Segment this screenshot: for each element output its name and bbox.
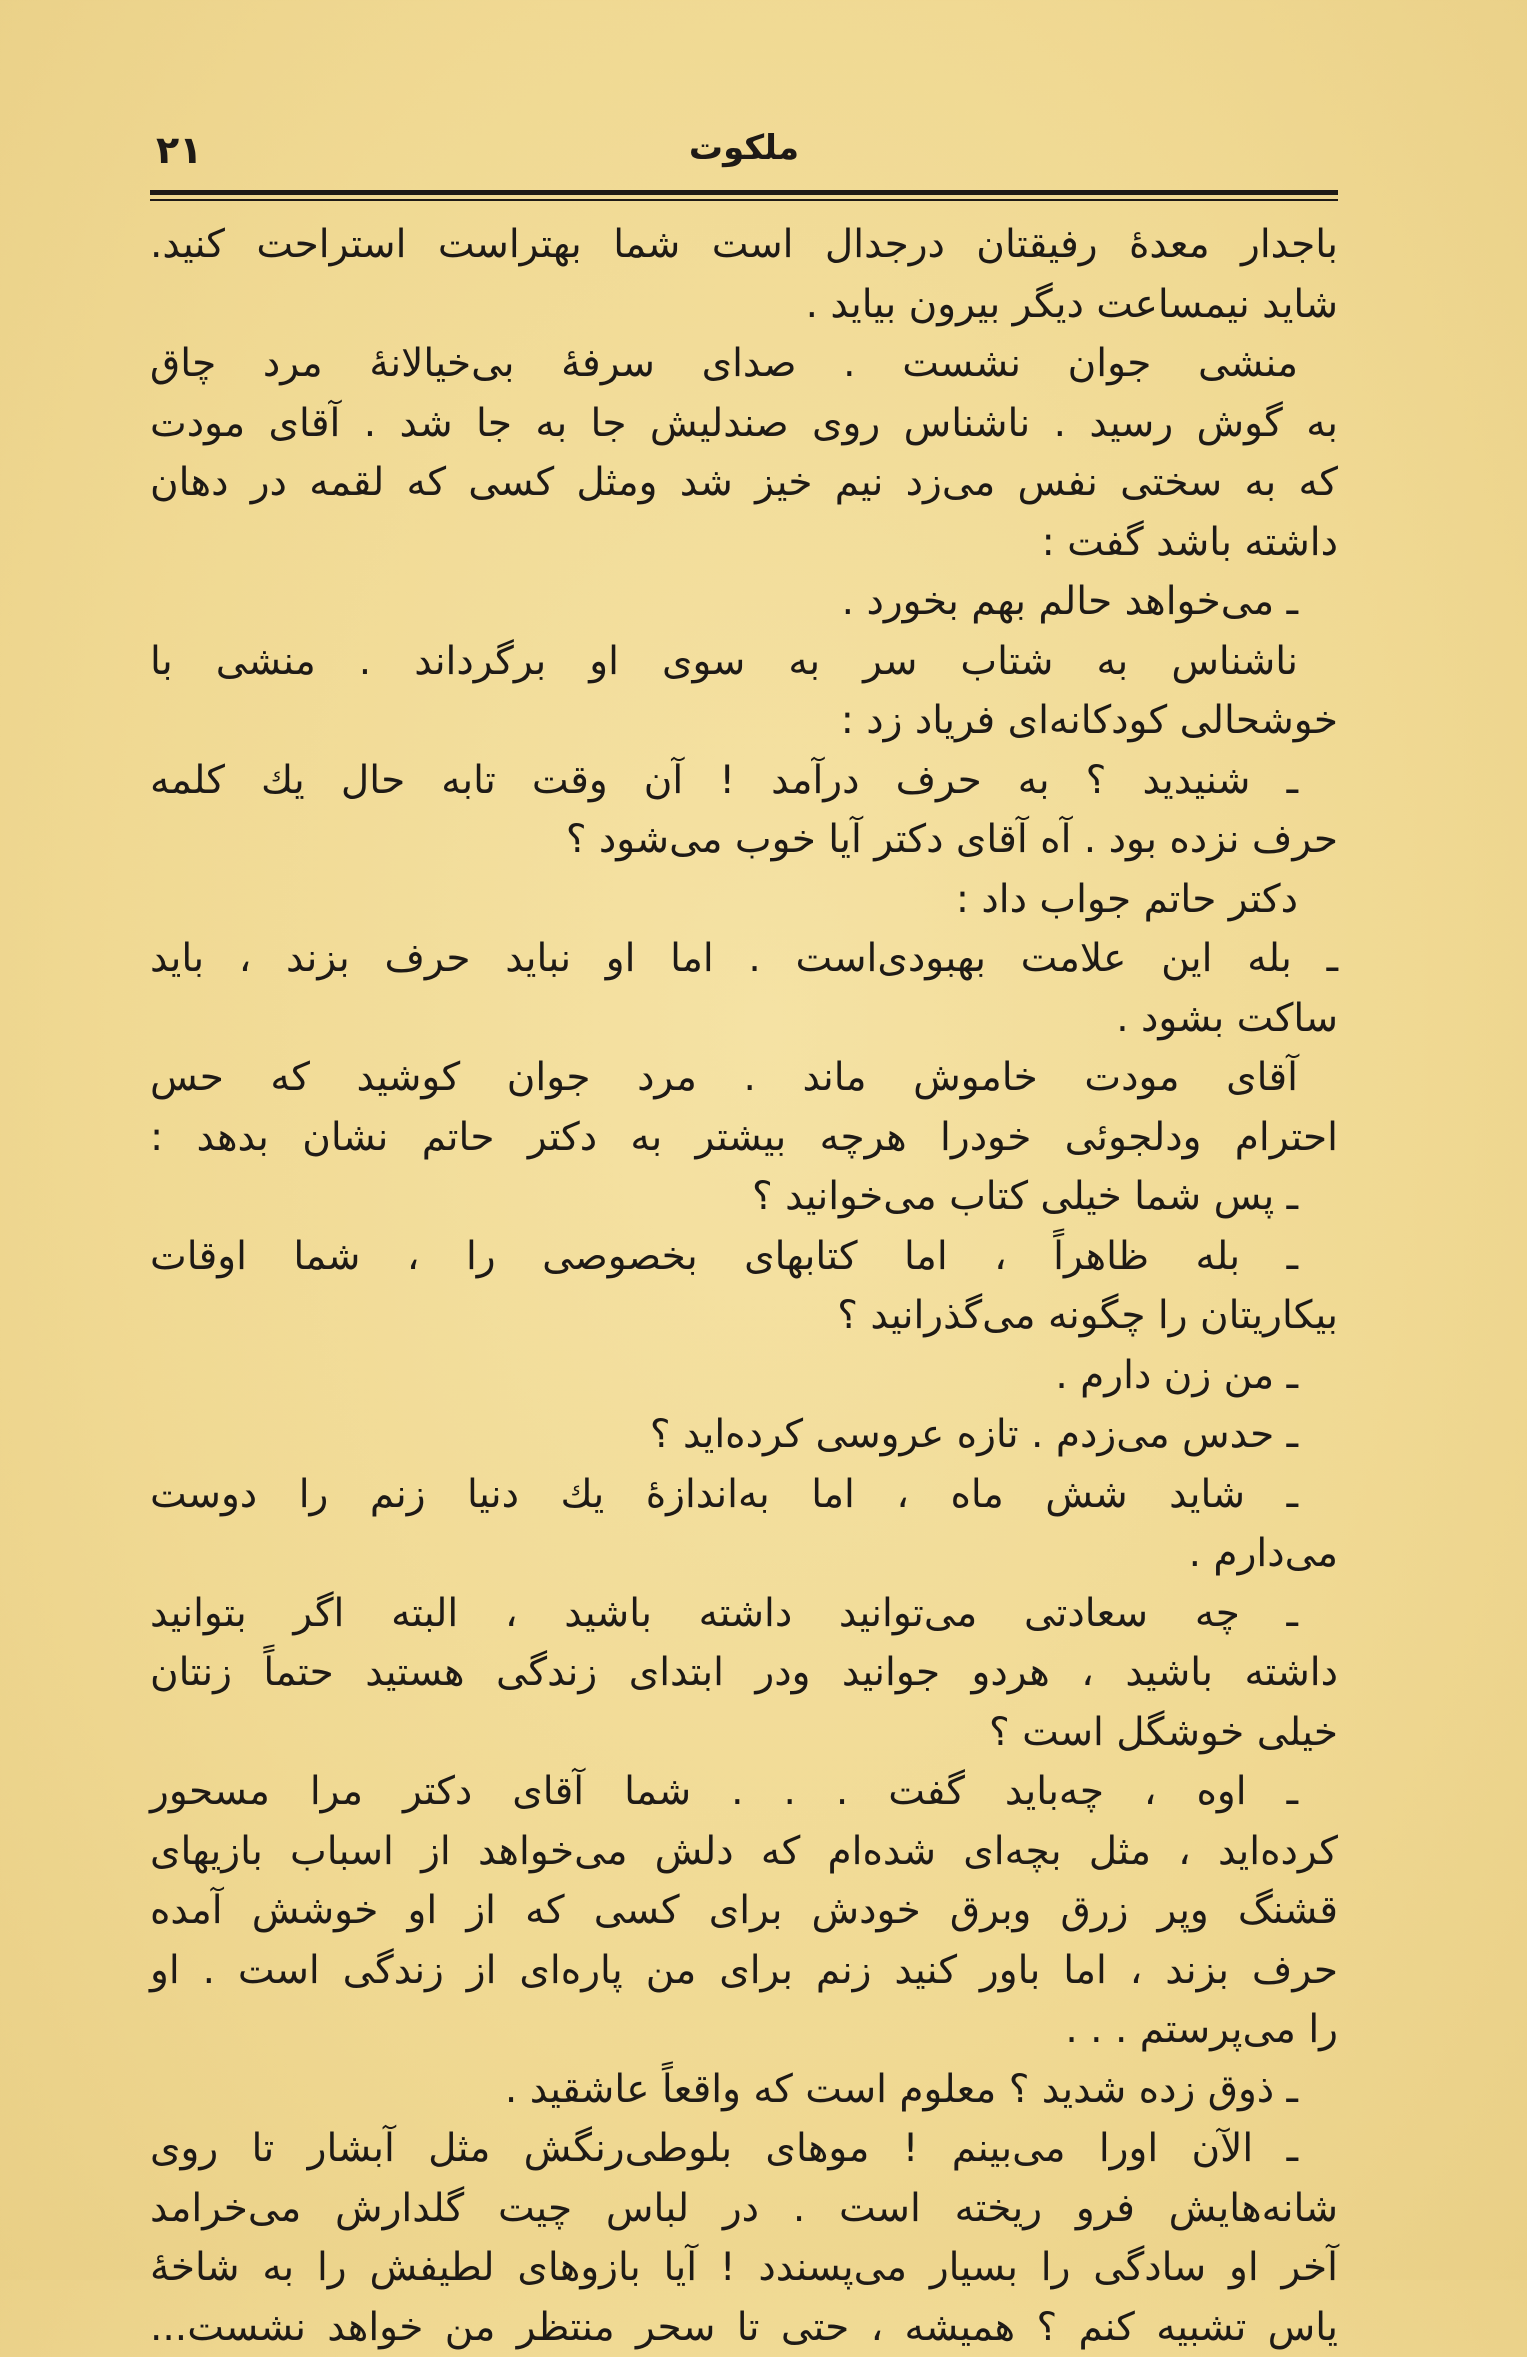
text-line: یاس تشبیه کنم ؟ همیشه ، حتی تا سحر منتظر من خواهد نشست...: [150, 2298, 1338, 2357]
text-line: آقای مودت خاموش ماند . مرد جوان کوشید که حس: [150, 1048, 1338, 1108]
text-line: شاید نیمساعت دیگر بیرون بیاید .: [150, 275, 1338, 335]
text-line: ساکت بشود .: [150, 989, 1338, 1049]
text-line: ـ می‌خواهد حالم بهم بخورد .: [150, 572, 1338, 632]
text-line: به گوش رسید . ناشناس روی صندلیش جا به جا شد . آقای مودت: [150, 394, 1338, 454]
text-line: ناشناس به شتاب سر به سوی او برگرداند . منشی با: [150, 632, 1338, 692]
page-header: [150, 118, 1338, 188]
text-line: منشی جوان نشست . صدای سرفهٔ بی‌خیالانهٔ مرد چاق: [150, 334, 1338, 394]
text-line: دکتر حاتم جواب داد :: [150, 870, 1338, 930]
text-line: ـ اوه ، چه‌باید گفت . . . شما آقای دکتر مرا مسحور: [150, 1762, 1338, 1822]
text-line: ـ چه سعادتی می‌توانید داشته باشید ، البته اگر بتوانید: [150, 1584, 1338, 1644]
book-page: [150, 118, 1338, 2357]
text-line: ـ بله این علامت بهبودی‌است . اما او نباید حرف بزند ، باید: [150, 929, 1338, 989]
text-line: خیلی خوشگل است ؟: [150, 1703, 1338, 1763]
text-line: بیکاریتان را چگونه می‌گذرانید ؟: [150, 1286, 1338, 1346]
text-line: می‌دارم .: [150, 1524, 1338, 1584]
text-line: آخر او سادگی را بسیار می‌پسندد ! آیا بازوهای لطیفش را به شاخهٔ: [150, 2238, 1338, 2298]
text-line: ـ الآن اورا می‌بینم ! موهای بلوطی‌رنگش مثل آبشار تا روی: [150, 2119, 1338, 2179]
body-text: [150, 215, 1338, 2357]
text-line: حرف بزند ، اما باور کنید زنم برای من پاره‌ای از زندگی است . او: [150, 1941, 1338, 2001]
text-line: داشته باشد گفت :: [150, 513, 1338, 573]
header-rule-thick: [150, 190, 1338, 195]
text-line: که به سختی نفس می‌زد نیم خیز شد ومثل کسی که لقمه در دهان: [150, 453, 1338, 513]
text-line: کرده‌اید ، مثل بچه‌ای شده‌ام که دلش می‌خواهد از اسباب بازیهای: [150, 1822, 1338, 1882]
text-line: ـ پس شما خیلی کتاب می‌خوانید ؟: [150, 1167, 1338, 1227]
text-line: قشنگ وپر زرق وبرق خودش برای کسی که از او خوشش آمده: [150, 1881, 1338, 1941]
header-rule-thin: [150, 199, 1338, 201]
text-line: ـ بله ظاهراً ، اما کتابهای بخصوصی را ، شما اوقات: [150, 1227, 1338, 1287]
text-line: ـ حدس می‌زدم . تازه عروسی کرده‌اید ؟: [150, 1405, 1338, 1465]
text-line: را می‌پرستم . . .: [150, 2000, 1338, 2060]
page-number: ۲۱: [156, 128, 202, 172]
text-line: باجدار معدهٔ رفیقتان درجدال است شما بهتراست استراحت کنید.: [150, 215, 1338, 275]
text-line: خوشحالی کودکانه‌ای فریاد زد :: [150, 691, 1338, 751]
text-line: احترام ودلجوئی خودرا هرچه بیشتر به دکتر حاتم نشان بدهد :: [150, 1108, 1338, 1168]
text-line: حرف نزده بود . آه آقای دکتر آیا خوب می‌شود ؟: [150, 810, 1338, 870]
text-line: ـ ذوق زده شدید ؟ معلوم است که واقعاً عاشقید .: [150, 2060, 1338, 2120]
text-line: شانه‌هایش فرو ریخته است . در لباس چیت گلدارش می‌خرامد: [150, 2179, 1338, 2239]
text-line: ـ شاید شش ماه ، اما به‌اندازهٔ یك دنیا زنم را دوست: [150, 1465, 1338, 1525]
text-line: ـ من زن دارم .: [150, 1346, 1338, 1406]
text-line: داشته باشید ، هردو جوانید ودر ابتدای زندگی هستید حتماً زنتان: [150, 1643, 1338, 1703]
text-line: ـ شنیدید ؟ به حرف درآمد ! آن وقت تابه حال یك كلمه: [150, 751, 1338, 811]
running-title: ملکوت: [150, 128, 1338, 168]
